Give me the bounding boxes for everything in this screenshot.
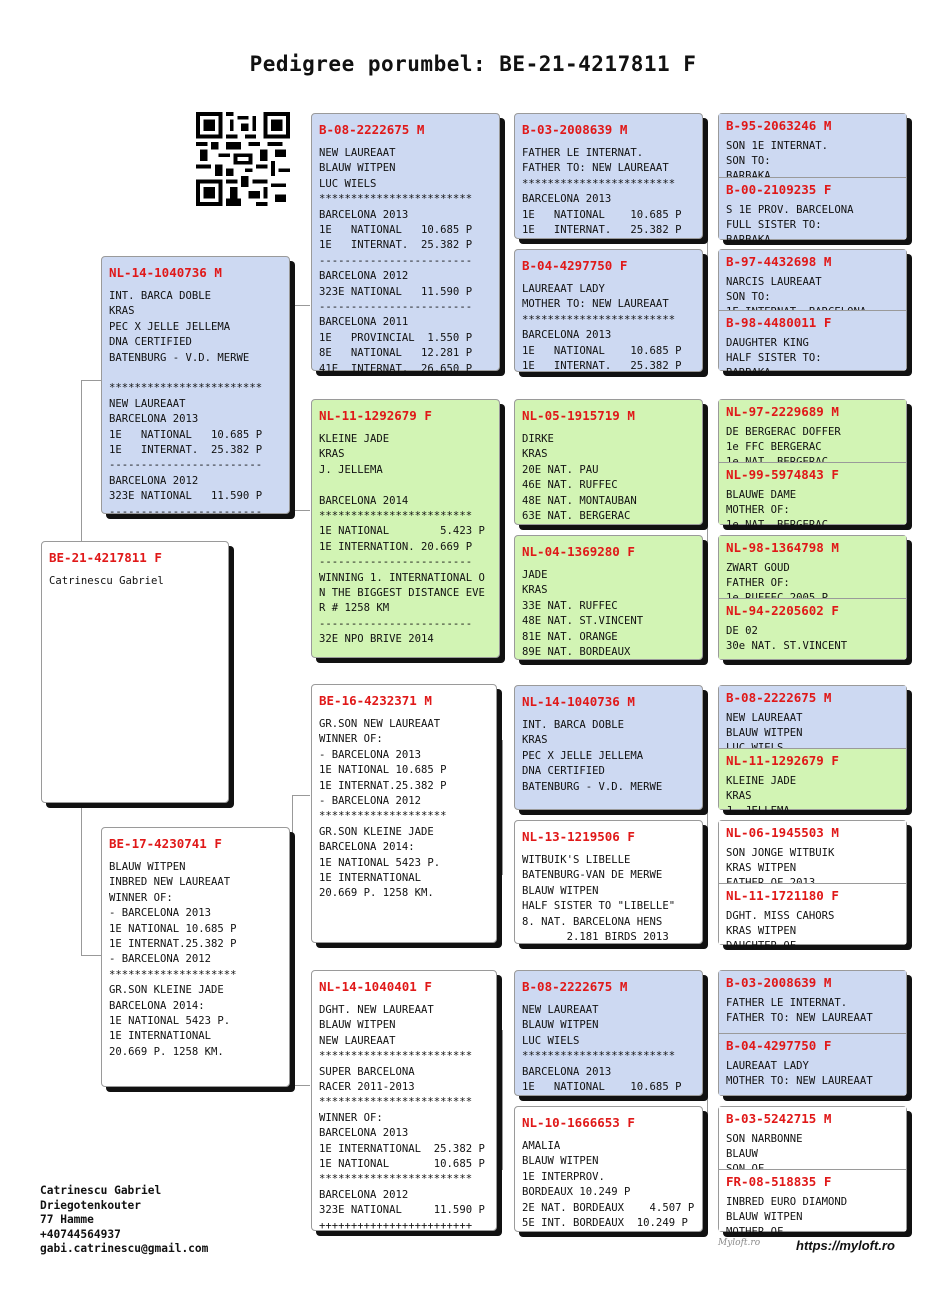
ring-number: B-08-2222675 M [522,979,628,994]
card-details: Catrinescu Gabriel [49,575,164,587]
gen5-card[interactable] [718,113,907,246]
card-details: WITBUIK'S LIBELLE BATENBURG-VAN DE MERWE BLAUW WITPEN HALF SISTER TO "LIBELLE" 8. NAT. BARCELONA HENS 2.181 BIRDS 2013 [522,854,676,944]
subject-card[interactable] [41,541,229,803]
gen5-ancestor[interactable] [719,400,906,462]
ring-number: B-03-2008639 M [726,975,832,990]
card-details: KLEINE JADE KRAS J. JELLEMA BARCELONA 2014 ************************ 1E NATIONAL 5.423 P 1E INTERNATION. 20.669 P ------------------------ WINNING 1. INTERNATIONAL O N THE BIGGEST DISTANCE EVE R # 1258 KM ------------------------ 32E NPO BRIVE 2014 [319,433,485,646]
card-details: FATHER LE INTERNAT. FATHER TO: NEW LAUREAAT ************************ BARCELONA 2013 1E NATIONAL 10.685 P 1E INTERNAT. 25.382 P [522,147,682,237]
ring-number: NL-14-1040736 M [109,265,222,280]
gen5-card[interactable] [718,249,907,379]
ring-number: B-95-2063246 M [726,118,832,133]
connector-line [502,460,503,595]
gen5-ancestor[interactable] [719,114,906,177]
ring-number: FR-08-518835 F [726,1174,832,1189]
card-details: INBRED EURO DIAMOND BLAUW WITPEN MOTHER OF [726,1196,848,1238]
ring-number: NL-11-1721180 F [726,887,839,903]
card-details: NEW LAUREAAT BLAUW WITPEN LUC WIELS ************************ BARCELONA 2013 1E NATIONAL 10.685 P [522,1004,682,1094]
ring-number: B-00-2109235 F [726,181,832,197]
card-details: SON NARBONNE BLAUW [726,1133,803,1160]
card-details: NARCIS LAUREAAT SON TO: [726,276,822,303]
ring-number: NL-14-1040401 F [319,979,432,994]
great-grandparent-card[interactable] [514,113,703,239]
connector-line [707,1030,708,1170]
ring-number: B-03-5242715 M [726,1111,832,1126]
card-details: KLEINE JADE KRAS J. JELLEMA [726,774,797,817]
ring-number: NL-13-1219506 F [522,829,635,844]
great-grandparent-card[interactable] [514,1106,703,1232]
connector-line [292,1085,310,1086]
card-details: SON 1E INTERNAT. SON TO: [726,140,829,167]
card-details: DGHT. NEW LAUREAAT BLAUW WITPEN NEW LAUREAAT ************************ SUPER BARCELONA RACER 2011-2013 ************************ WINNER OF: BARCELONA 2013 1E INTERNATIONAL 25.382 P 1E NATIONAL 10.685 P ************************ BARCELONA 2012 323E NATIONAL 11.590 P ++++++++++++++++++++++++ [319,1004,485,1232]
ring-number: NL-94-2205602 F [726,602,839,618]
ring-number: NL-04-1369280 F [522,544,635,559]
card-details: INT. BARCA DOBLE KRAS PEC X JELLE JELLEMA DNA CERTIFIED BATENBURG - V.D. MERWE [522,719,663,793]
ring-number: NL-98-1364798 M [726,540,839,555]
ring-number: BE-16-4232371 M [319,693,432,708]
page-title: Pedigree porumbel: BE-21-4217811 F [249,52,697,76]
connector-line [81,380,101,381]
great-grandparent-card[interactable] [514,685,703,810]
connector-line [502,740,503,875]
gen5-ancestor[interactable] [719,1107,906,1169]
ring-number: B-98-4480011 F [726,315,832,330]
ring-number: B-04-4297750 F [522,258,628,273]
card-details: LAUREAAT LADY MOTHER TO: NEW LAUREAAT [726,1060,873,1087]
ring-number: B-97-4432698 M [726,254,832,269]
gen5-card[interactable] [718,1106,907,1238]
gen5-ancestor[interactable] [719,883,906,952]
connector-line [292,795,293,1085]
gen5-ancestor[interactable] [719,821,906,883]
gen5-ancestor[interactable] [719,971,906,1033]
ring-number: NL-10-1666653 F [522,1115,635,1130]
gen5-ancestor[interactable] [719,1033,906,1095]
card-details: DE BERGERAC DOFFER 1e FFC BERGERAC [726,426,841,453]
connector-line [292,305,310,306]
card-details: S 1E PROV. BARCELONA FULL SISTER TO: BARBAKA [726,203,854,246]
gen5-card[interactable] [718,820,907,952]
connector-line [707,460,708,595]
great-grandparent-card[interactable] [514,399,703,525]
card-details: SON JONGE WITBUIK KRAS WITPEN [726,847,835,874]
gen5-ancestor[interactable] [719,536,906,598]
gen5-ancestor[interactable] [719,462,906,531]
website-link[interactable]: https://myloft.ro [796,1238,895,1253]
ring-number: B-03-2008639 M [522,122,628,137]
card-details: NEW LAUREAAT BLAUW WITPEN LUC WIELS ************************ BARCELONA 2013 1E NATIONAL 10.685 P 1E INTERNAT. 25.382 P ------------------------ BARCELONA 2012 323E NATIONAL 11.590 P ------------------------ BARCELONA 2011 1E PROVINCIAL 1.550 P 8E NATIONAL 12.281 P 41E INTERNAT. 26.650 P [319,147,473,375]
great-grandparent-card[interactable] [514,970,703,1096]
card-details: NEW LAUREAAT BLAUW WITPEN [726,712,803,739]
card-details: DE 02 30e NAT. ST.VINCENT [726,624,848,652]
card-details: JADE KRAS 33E NAT. RUFFEC 48E NAT. ST.VINCENT 81E NAT. ORANGE 89E NAT. BORDEAUX [522,569,644,659]
connector-line [292,795,310,796]
owner-contact-info: Catrinescu Gabriel Driegotenkouter 77 Hamme +40744564937 gabi.catrinescu@gmail.com [40,1184,209,1256]
gen5-ancestor[interactable] [719,748,906,817]
card-details: BLAUWE DAME MOTHER OF: 1e NAT. BERGERAC [726,489,829,531]
mother-card[interactable] [101,827,290,1087]
gen5-ancestor[interactable] [719,177,906,246]
connector-line [81,380,82,542]
card-details: DIRKE KRAS 20E NAT. PAU 46E NAT. RUFFEC 48E NAT. MONTAUBAN 63E NAT. BERGERAC [522,433,637,523]
great-grandparent-card[interactable] [514,249,703,372]
ring-number: BE-17-4230741 F [109,836,222,851]
connector-line [502,1030,503,1170]
card-details: GR.SON NEW LAUREAAT WINNER OF: - BARCELONA 2013 1E NATIONAL 10.685 P 1E INTERNAT.25.382 P - BARCELONA 2012 ******************** GR.SON KLEINE JADE BARCELONA 2014: 1E NATIONAL 5423 P. 1E INTERNATIONAL 20.669 P. 1258 KM. [319,718,447,900]
great-grandparent-card[interactable] [514,820,703,944]
connector-line [81,955,101,956]
ring-number: NL-97-2229689 M [726,404,839,419]
ring-number: B-08-2222675 M [319,122,425,137]
grandparent-card[interactable] [311,970,497,1231]
gen5-ancestor[interactable] [719,310,906,379]
ring-number: BE-21-4217811 F [49,550,162,565]
gen5-card[interactable] [718,399,907,531]
card-details: DGHT. MISS CAHORS KRAS WITPEN DAUGHTER OF [726,909,835,952]
card-details: ZWART GOUD FATHER OF: [726,562,790,589]
gen5-ancestor[interactable] [719,598,906,660]
grandparent-card[interactable] [311,113,500,375]
ring-number: NL-05-1915719 M [522,408,635,423]
ring-number: B-08-2222675 M [726,690,832,705]
gen5-card[interactable] [718,970,907,1096]
card-details: DAUGHTER KING HALF SISTER TO: BARBAKA [726,337,822,379]
card-details: BLAUW WITPEN INBRED NEW LAUREAAT WINNER OF: - BARCELONA 2013 1E NATIONAL 10.685 P 1E INTERNAT.25.382 P - BARCELONA 2012 ******************** GR.SON KLEINE JADE BARCELONA 2014: 1E NATIONAL 5423 P. 1E INTERNATIONAL 20.669 P. 1258 KM. [109,861,237,1058]
connector-line [292,510,310,511]
card-details: FATHER LE INTERNAT. FATHER TO: NEW LAUREAAT [726,997,873,1024]
connector-line [707,740,708,875]
connector-line [81,805,82,955]
ring-number: NL-11-1292679 F [726,752,839,768]
connector-line [292,305,293,510]
gen5-card[interactable] [718,685,907,817]
gen5-card[interactable] [718,535,907,660]
ring-number: NL-06-1945503 M [726,825,839,840]
card-details: AMALIA BLAUW WITPEN 1E INTERPROV. BORDEAUX 10.249 P 2E NAT. BORDEAUX 4.507 P 5E INT. BORDEAUX 10.249 P [522,1140,695,1230]
father-card[interactable] [101,256,290,518]
ring-number: B-04-4297750 F [726,1038,832,1053]
card-details: INT. BARCA DOBLE KRAS PEC X JELLE JELLEMA DNA CERTIFIED BATENBURG - V.D. MERWE ************************ NEW LAUREAAT BARCELONA 2013 1E NATIONAL 10.685 P 1E INTERNAT. 25.382 P ------------------------ BARCELONA 2012 323E NATIONAL 11.590 P ------------------------ [109,290,263,518]
grandparent-card[interactable] [311,399,500,658]
great-grandparent-card[interactable] [514,535,703,660]
connector-line [707,175,708,310]
gen5-ancestor[interactable] [719,1169,906,1238]
card-details: LAUREAAT LADY MOTHER TO: NEW LAUREAAT ************************ BARCELONA 2013 1E NATIONAL 10.685 P 1E INTERNAT. 25.382 P [522,283,682,373]
qr-code-icon [196,112,290,206]
grandparent-card[interactable] [311,684,497,943]
ring-number: NL-14-1040736 M [522,694,635,709]
gen5-ancestor[interactable] [719,686,906,748]
connector-line [502,175,503,310]
ring-number: NL-11-1292679 F [319,408,432,423]
gen5-ancestor[interactable] [719,250,906,310]
ring-number: NL-99-5974843 F [726,467,839,482]
signature: Myloft.ro [718,1238,761,1248]
